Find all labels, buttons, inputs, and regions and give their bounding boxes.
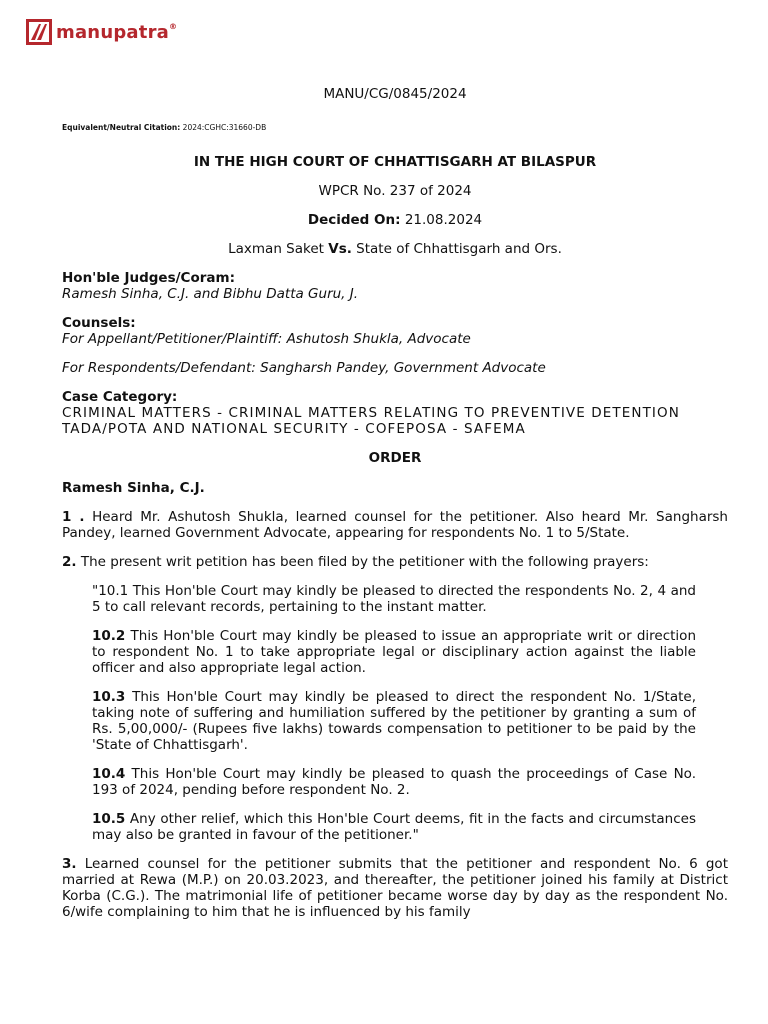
manupatra-logo: [26, 18, 177, 46]
order-title: ORDER: [368, 450, 422, 466]
case-number: WPCR No. 237 of 2024: [318, 183, 472, 199]
brand-name: manupatra®: [56, 21, 178, 43]
parties: Laxman Saket Vs. State of Chhattisgarh and Ors.: [228, 241, 562, 257]
judges-title: Hon'ble Judges/Coram:: [62, 270, 235, 286]
judgment-document: [62, 86, 728, 920]
citation: MANU/CG/0845/2024: [323, 86, 467, 102]
prayer-10-4: 10.4 This Hon'ble Court may kindly be pleased to quash the proceedings of Case No. 193 of 2024, pending before respondent No. 2.: [92, 766, 696, 798]
equivalent-citation: Equivalent/Neutral Citation: 2024:CGHC:31660-DB: [62, 123, 267, 132]
paragraph-3: 3. Learned counsel for the petitioner submits that the petitioner and respondent No. 6 got married at Rewa (M.P.) on 20.03.2023, and thereafter, the petitioner joined his family at District Korba (C.G.). The matrimonial life of petitioner became worse day by day as the respondent No. 6/wife complaining to him that he is influenced by his family: [62, 856, 728, 920]
paragraph-1: 1 . Heard Mr. Ashutosh Shukla, learned counsel for the petitioner. Also heard Mr. Sangharsh Pandey, learned Government Advocate, appearing for respondents No. 1 to 5/State.: [62, 509, 728, 541]
decided-on: Decided On: 21.08.2024: [307, 212, 483, 228]
prayer-10-3: 10.3 This Hon'ble Court may kindly be pleased to direct the respondent No. 1/State, taking note of suffering and humiliation suffered by the petitioner by granting a sum of Rs. 5,00,000/- (Rupees five lakhs) towards compensation to petitioner to be paid by the 'State of Chhattisgarh'.: [92, 689, 696, 753]
judges-names: Ramesh Sinha, C.J. and Bibhu Datta Guru, J.: [62, 286, 359, 302]
counsels-title: Counsels:: [62, 315, 136, 331]
prayer-10-2: 10.2 This Hon'ble Court may kindly be pleased to issue an appropriate writ or direction to respondent No. 1 to take appropriate legal or disciplinary action against the liable officer and also appropriate legal action.: [92, 628, 696, 676]
prayer-10-5: 10.5 Any other relief, which this Hon'ble Court deems, fit in the facts and circumstances may also be granted in favour of the petitioner.": [92, 811, 696, 843]
case-category-line-1: CRIMINAL MATTERS - CRIMINAL MATTERS RELATING TO PREVENTIVE DETENTION: [62, 405, 680, 421]
case-category-section: [62, 389, 728, 437]
case-category-title: Case Category:: [62, 389, 178, 405]
counsel-appellant: For Appellant/Petitioner/Plaintiff: Ashutosh Shukla, Advocate: [62, 331, 471, 347]
court-name: IN THE HIGH COURT OF CHHATTISGARH AT BILASPUR: [193, 154, 597, 170]
prayer-10-1: "10.1 This Hon'ble Court may kindly be pleased to directed the respondents No. 2, 4 and 5 to call relevant records, pertaining to the instant matter.: [92, 583, 696, 615]
judges-section: [62, 270, 728, 302]
manupatra-logo-icon: [26, 19, 52, 45]
order-author: Ramesh Sinha, C.J.: [62, 480, 205, 496]
counsels-section: [62, 315, 728, 376]
paragraph-2: 2. The present writ petition has been filed by the petitioner with the following prayers:: [62, 554, 649, 570]
counsel-respondent: For Respondents/Defendant: Sangharsh Pandey, Government Advocate: [62, 360, 546, 376]
case-category-line-2: TADA/POTA AND NATIONAL SECURITY - COFEPOSA - SAFEMA: [62, 421, 526, 437]
